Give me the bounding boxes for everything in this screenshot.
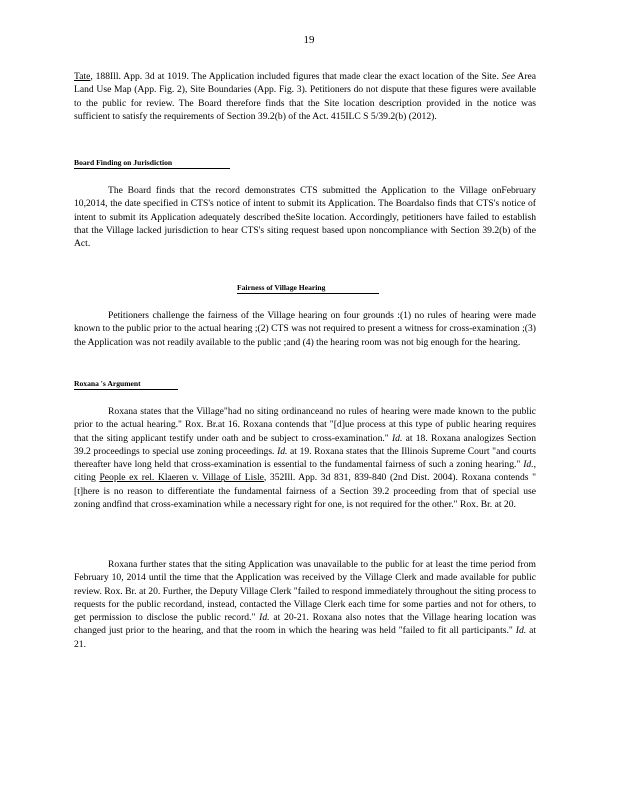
id-citation: Id.	[515, 625, 527, 637]
paragraph-roxana-further	[74, 558, 536, 651]
id-citation: Id.	[259, 612, 270, 624]
heading-text: Board Finding on Jurisdiction	[74, 158, 173, 167]
paragraph-text: at 21.	[74, 625, 536, 650]
paragraph-jurisdiction	[74, 184, 536, 250]
heading-underline	[74, 389, 178, 390]
heading-underline	[74, 168, 230, 169]
heading-underline	[237, 293, 379, 294]
id-citation: Id.	[391, 432, 403, 444]
paragraph-text: Roxana states that the Village"had no siting ordinanceand no rules of hearing were made known to the public prior to the actual hearing." Rox. Br.at 16. Roxana contends that "[d]ue process at this type of public hearing requires that the siting applicant testify under oath and be subject to cross-examination."	[74, 406, 536, 444]
paragraph-text: Roxana further states that the siting Application was unavailable to the public for at least the time period from February 10, 2014 until the time that the Application was received by the Village Clerk and made available for public review. Rox. Br. at 20. Further, the Deputy Village Clerk "failed to respond immediately throughout the siting process to requests for the public recordand, instead, contacted the Village Clerk each time for some parties and not for others, to get permission to disclose the public record."	[74, 559, 536, 624]
paragraph-text: Petitioners challenge the fairness of the Village hearing on four grounds :(1) no rules of hearing were made known to the public prior to the actual hearing ;(2) CTS was not required to present a witness for cross-examination ;(3) the Application was not readily available to the public ;and (4) the hearing room was not big enough for the hearing.	[74, 310, 536, 348]
paragraph-text: at 20-21. Roxana also notes that the Village hearing location was changed just prior to the hearing, and that the room in which the hearing was held "failed to fit all participants."	[74, 612, 536, 637]
paragraph-text: , 352Ill. App. 3d 831, 839-840 (2nd Dist. 2004). Roxana contends "[t]here is no reason to differentiate the fundamental fairness of a Section 39.2 proceeding from that of special use zoning andfind that cross-examination while a necessary right for one, is not required for the other." Rox. Br. at 20.	[74, 472, 536, 511]
paragraph-fairness-grounds	[74, 309, 536, 349]
page-number: 19	[303, 34, 315, 46]
paragraph-site-location	[74, 70, 536, 123]
id-citation: Id.	[523, 459, 534, 471]
paragraph-text: at 19. Roxana states that the Illinois Supreme Court "and courts thereafter have long held that cross-examination is essential to the fundamental fairness of such a zoning hearing."	[74, 445, 536, 471]
paragraph-text: The Board finds that the record demonstrates CTS submitted the Application to the Village onFebruary 10,2014, the date specified in CTS's notice of intent to submit its Application. The Boardalso finds that CTS's notice of intent to submit its Application adequately described theSite location. Accordingly, petitioners have failed to establish that the Village lacked jurisdiction to hear CTS's siting request based upon noncompliance with Section 39.2(b) of the Act.	[74, 185, 536, 250]
paragraph-text: at 18. Roxana analogizes Section 39.2 proceedings to special use zoning proceedings.	[74, 432, 537, 457]
id-citation: Id.	[277, 445, 288, 457]
heading-board-finding-jurisdiction	[74, 158, 230, 168]
heading-text: Roxana 's Argument	[74, 379, 141, 388]
see-signal: See	[501, 71, 516, 82]
paragraph-text: Area Land Use Map (App. Fig. 2), Site Boundaries (App. Fig. 3). Petitioners do not dispute that these figures were available to the public for review. The Board therefore finds that the Site location description provided in the notice was sufficient to satisfy the requirements of Section 39.2(b) of the Act. 415ILC S 5/39.2(b) (2012).	[74, 71, 536, 122]
heading-roxana-argument	[74, 379, 178, 389]
paragraph-roxana-argument	[74, 405, 536, 511]
case-name-tate: Tate	[74, 71, 91, 82]
heading-fairness-village-hearing	[237, 283, 379, 293]
heading-text: Fairness of Village Hearing	[237, 283, 326, 292]
paragraph-text: , citing	[74, 459, 536, 484]
paragraph-text: , 188Ill. App. 3d at 1019. The Application included figures that made clear the exact location of the Site.	[90, 71, 502, 82]
case-citation-klaeren: People ex rel. Klaeren v. Village of Lisle	[99, 472, 264, 484]
